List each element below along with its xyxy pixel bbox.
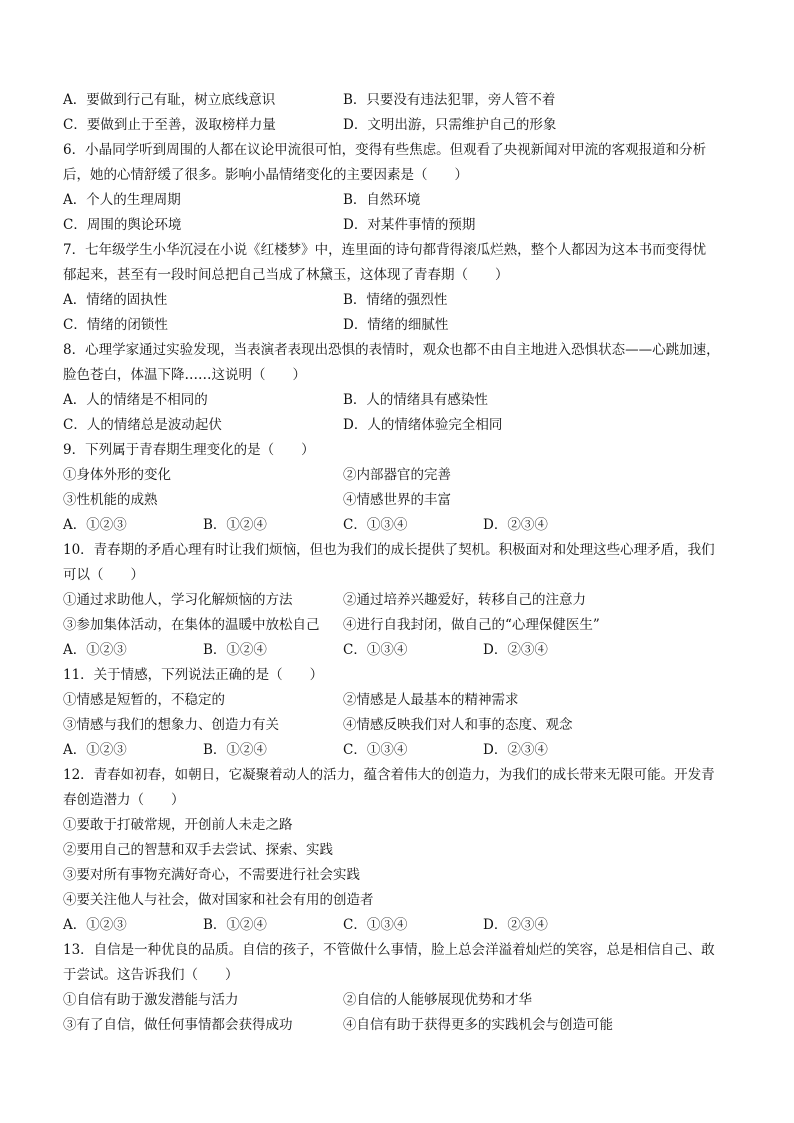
question-stem-line: 于尝试。这告诉我们（ ） [63,967,239,983]
statement-item: ①要敢于打破常规，开创前人未走之路 [63,817,293,833]
answer-option: A．人的情绪是不相同的 [63,392,208,408]
answer-option: D．人的情绪体验完全相同 [343,417,503,433]
answer-option: A．情绪的固执性 [63,292,168,308]
statement-item: ③情感与我们的想象力、创造力有关 [63,717,279,733]
statement-item: ①自信有助于激发潜能与活力 [63,992,239,1008]
option-row [63,113,743,138]
question-stem-line: 脸色苍白，体温下降……这说明（ ） [63,367,306,383]
answer-option: D．②③④ [483,742,548,758]
question-stem-line: 11．关于情感，下列说法正确的是（ ） [63,667,324,683]
answer-option: B．人的情绪具有感染性 [343,392,488,408]
statement-item: ①身体外形的变化 [63,467,171,483]
exam-page-content [63,88,743,1038]
answer-option: C．①③④ [343,642,408,658]
question-stem-line: 10．青春期的矛盾心理有时让我们烦恼，但也为我们的成长提供了契机。积极面对和处理这些心理矛盾，我们 [63,542,715,558]
answer-option: C．情绪的闭锁性 [63,317,168,333]
question-stem-line: 9．下列属于青春期生理变化的是（ ） [63,442,315,458]
answer-option: B．①②④ [203,642,267,658]
answer-option: A．①②③ [63,517,127,533]
answer-option: C．周围的舆论环境 [63,217,182,233]
answer-option: D．②③④ [483,917,548,933]
option-row [63,388,743,413]
option-row [63,313,743,338]
statement-item: ②要用自己的智慧和双手去尝试、探索、实践 [63,842,333,858]
answer-option: C．①③④ [343,742,408,758]
option-row [63,288,743,313]
statement-item: ②自信的人能够展现优势和才华 [343,992,532,1008]
statement-row [63,488,743,513]
answer-option: D．②③④ [483,517,548,533]
question-stem-line: 郁起来，甚至有一段时间总把自己当成了林黛玉，这体现了青春期（ ） [63,267,509,283]
option-row [63,188,743,213]
statement-item: ②内部器官的完善 [343,467,451,483]
answer-option: A．①②③ [63,742,127,758]
statement-row [63,988,743,1013]
statement-item: ③有了自信，做任何事情都会获得成功 [63,1017,293,1033]
option-row [63,913,743,938]
answer-option: B．自然环境 [343,192,421,208]
answer-option: A．①②③ [63,917,127,933]
answer-option: D．对某件事情的预期 [343,217,476,233]
question-stem-line: 7．七年级学生小华沉浸在小说《红楼梦》中，连里面的诗句都背得滚瓜烂熟，整个人都因为这本书而变得忧 [63,242,707,258]
answer-option: B．①②④ [203,917,267,933]
statement-item: ④情感世界的丰富 [343,492,451,508]
statement-row [63,463,743,488]
question-stem-line: 6．小晶同学听到周围的人都在议论甲流很可怕，变得有些焦虑。但观看了央视新闻对甲流的客观报道和分析 [63,142,707,158]
statement-row [63,588,743,613]
statement-item: ④自信有助于获得更多的实践机会与创造可能 [343,1017,613,1033]
answer-option: A．个人的生理周期 [63,192,181,208]
answer-option: B．只要没有违法犯罪，旁人管不着 [343,92,556,108]
statement-row [63,613,743,638]
statement-row [63,688,743,713]
answer-option: C．①③④ [343,517,408,533]
answer-option: C．①③④ [343,917,408,933]
question-stem-line: 13．自信是一种优良的品质。自信的孩子，不管做什么事情，脸上总会洋溢着灿烂的笑容，总是相信自己、敢 [63,942,715,958]
question-stem-line: 春创造潜力（ ） [63,792,185,808]
statement-row [63,713,743,738]
statement-row [63,1013,743,1038]
question-stem-line: 后，她的心情舒缓了很多。影响小晶情绪变化的主要因素是（ ） [63,167,468,183]
answer-option: C．要做到止于至善，汲取榜样力量 [63,117,276,133]
option-row [63,738,743,763]
statement-item: ②通过培养兴趣爱好，转移自己的注意力 [343,592,586,608]
answer-option: D．文明出游，只需维护自己的形象 [343,117,557,133]
answer-option: B．情绪的强烈性 [343,292,448,308]
option-row [63,413,743,438]
statement-item: ④要关注他人与社会，做对国家和社会有用的创造者 [63,892,374,908]
answer-option: A．要做到行己有耻，树立底线意识 [63,92,276,108]
answer-option: B．①②④ [203,517,267,533]
option-row [63,638,743,663]
statement-item: ①情感是短暂的，不稳定的 [63,692,225,708]
answer-option: B．①②④ [203,742,267,758]
question-stem-line: 可以（ ） [63,567,144,583]
option-row [63,513,743,538]
option-row [63,88,743,113]
statement-item: ③参加集体活动，在集体的温暖中放松自己 [63,617,320,633]
answer-option: C．人的情绪总是波动起伏 [63,417,222,433]
statement-item: ②情感是人最基本的精神需求 [343,692,519,708]
statement-item: ③性机能的成熟 [63,492,158,508]
answer-option: D．②③④ [483,642,548,658]
statement-item: ③要对所有事物充满好奇心，不需要进行社会实践 [63,867,360,883]
question-stem-line: 8．心理学家通过实验发现，当表演者表现出恐惧的表情时，观众也都不由自主地进入恐惧状态——心跳加速， [63,342,720,358]
option-row [63,213,743,238]
answer-option: D．情绪的细腻性 [343,317,449,333]
statement-item: ①通过求助他人，学习化解烦恼的方法 [63,592,293,608]
answer-option: A．①②③ [63,642,127,658]
statement-item: ④情感反映我们对人和事的态度、观念 [343,717,573,733]
statement-item: ④进行自我封闭，做自己的“心理保健医生” [343,617,600,633]
question-stem-line: 12．青春如初春，如朝日，它凝聚着动人的活力，蕴含着伟大的创造力，为我们的成长带来无限可能。开发青 [63,767,715,783]
